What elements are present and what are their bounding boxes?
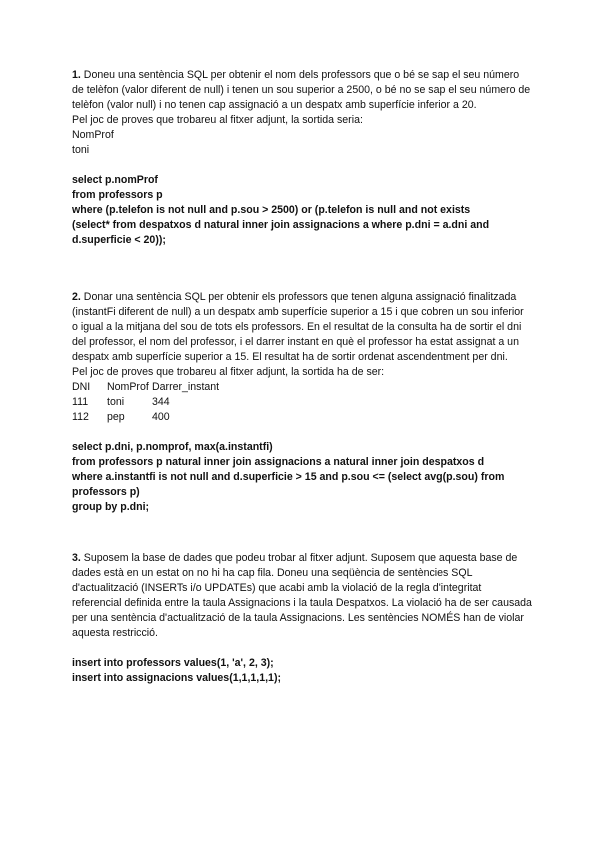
- q1-output-header: NomProf: [72, 129, 114, 141]
- q2-sql-line: group by p.dni;: [72, 501, 150, 513]
- q1-sql-line: (select* from despatxos d natural inner join assignacions a where p.dni = a.dni and: [72, 219, 490, 231]
- table-header-row: [72, 380, 232, 395]
- q3-sql-line: insert into professors values(1, 'a', 2, 3);: [72, 657, 274, 669]
- table-cell: toni: [107, 396, 125, 408]
- q1-intro: Pel joc de proves que trobareu al fitxer adjunt, la sortida seria:: [72, 114, 363, 126]
- table-header-cell: DNI: [72, 381, 91, 393]
- q2-sql-line: where a.instantfi is not null and d.superficie > 15 and p.sou <= (select avg(p.sou) from professors p): [72, 471, 505, 498]
- q1-sql-line: where (p.telefon is not null and p.sou > 2500) or (p.telefon is null and not exists: [72, 204, 471, 216]
- q2-intro: Pel joc de proves que trobareu al fitxer adjunt, la sortida ha de ser:: [72, 366, 385, 378]
- q2-sql-line: select p.dni, p.nomprof, max(a.instantfi): [72, 441, 273, 453]
- question-1: [72, 68, 532, 248]
- q1-sql-line: d.superficie < 20));: [72, 234, 166, 246]
- table-cell: 400: [152, 411, 170, 423]
- table-cell: 111: [72, 396, 89, 408]
- table-header-cell: Darrer_instant: [152, 381, 220, 393]
- question-3: [72, 551, 532, 686]
- q1-number: 1.: [72, 69, 81, 81]
- q1-statement: 1. Doneu una sentència SQL per obtenir el nom dels professors que o bé se sap el seu número de telèfon (valor diferent de null) i tenen un sou superior a 2500, o bé no se sap el seu número de telèfon (valor null) i no tenen cap assignació a un despatx amb superfície inferior a 20.: [72, 69, 531, 111]
- q3-statement: 3. Suposem la base de dades que podeu trobar al fitxer adjunt. Suposem que aquesta base de dades està en un estat on no hi ha cap fila. Doneu una seqüència de sentències SQL d'actualització (INSERTs i/o UPDATEs) que acabi amb la violació de la regla d'integritat referencial definida entre la taula Assignacions i la taula Despatxos. La violació ha de ser causada per una sentència d'actualització de la taula Assignacions. Les sentències NOMÉS han de violar aquesta restricció.: [72, 552, 532, 639]
- q2-number: 2.: [72, 291, 81, 303]
- q1-sql-line: select p.nomProf: [72, 174, 158, 186]
- q2-statement: 2. Donar una sentència SQL per obtenir els professors que tenen alguna assignació finalitzada (instantFi diferent de null) a un despatx amb superfície superior a 15 i que cobren un sou inferior o igual a la mitjana del sou de tots els professors. En el resultat de la consulta ha de sortir el dni del professor, el nom del professor, i el darrer instant en què el professor ha estat assignat a un despatx amb superfície superior a 15. El resultat ha de sortir ordenat ascendentment per dni.: [72, 291, 524, 363]
- q1-sql-line: from professors p: [72, 189, 163, 201]
- table-cell: 344: [152, 396, 170, 408]
- q3-number: 3.: [72, 552, 81, 564]
- table-row: [72, 395, 232, 410]
- q2-result-table: [72, 380, 232, 425]
- table-cell: pep: [107, 411, 125, 423]
- q2-sql-line: from professors p natural inner join assignacions a natural inner join despatxos d: [72, 456, 485, 468]
- question-2: [72, 290, 532, 515]
- table-cell: 112: [72, 411, 89, 423]
- q3-sql-line: insert into assignacions values(1,1,1,1,1);: [72, 672, 282, 684]
- table-row: [72, 410, 232, 425]
- table-header-cell: NomProf: [107, 381, 149, 393]
- q1-output-row: toni: [72, 144, 90, 156]
